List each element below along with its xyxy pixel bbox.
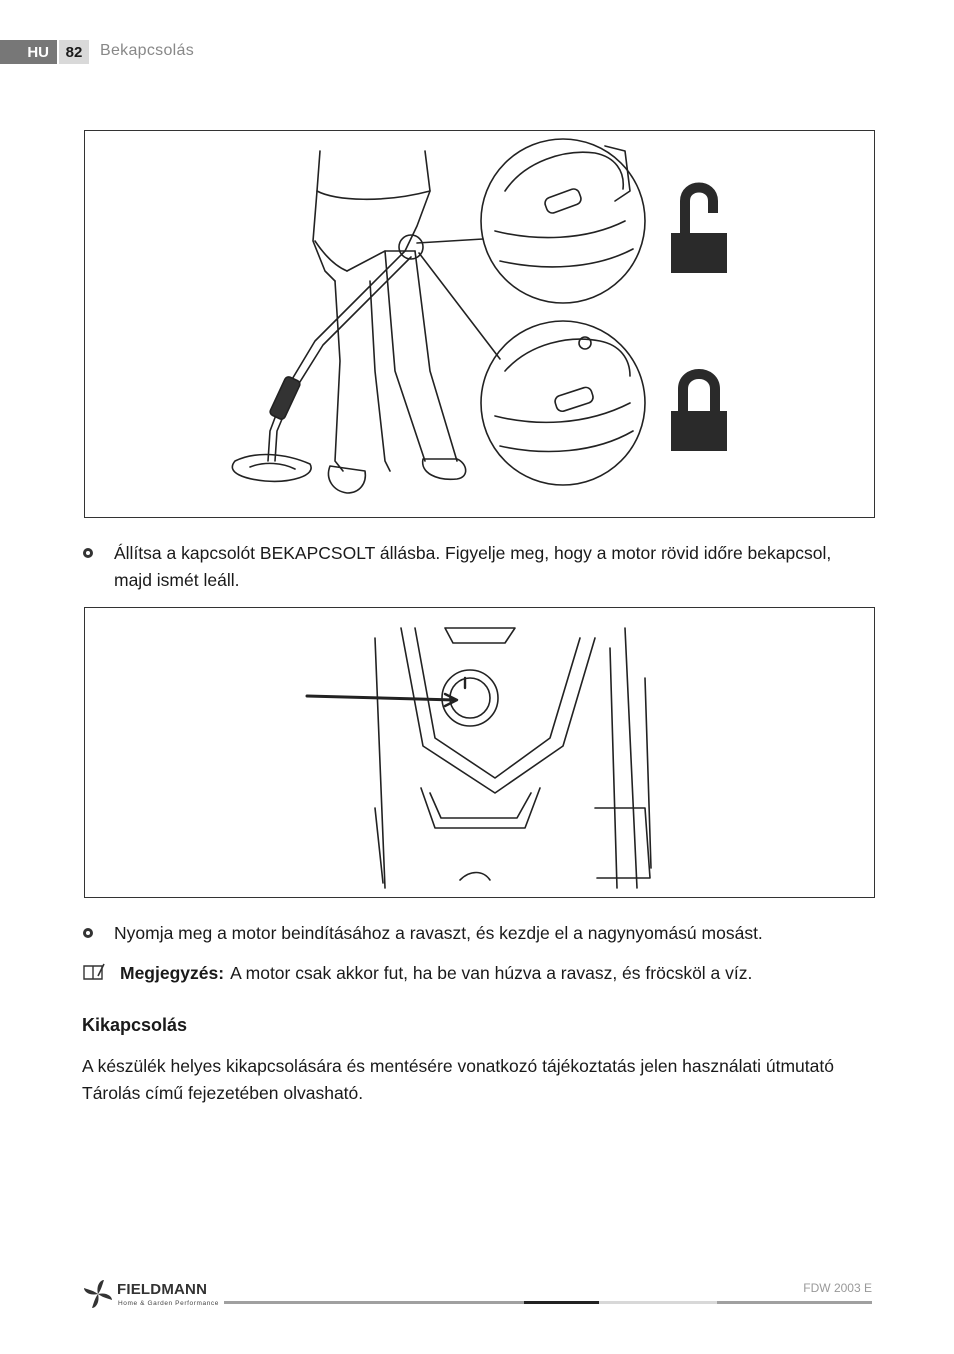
- instruction-text: Állítsa a kapcsolót BEKAPCSOLT állásba. Figyelje meg, hogy a motor rövid időre bekapcsol, majd ismét leáll.: [114, 543, 832, 590]
- section-heading-shutdown: Kikapcsolás: [82, 1015, 188, 1035]
- fieldmann-logo-icon: [82, 1278, 114, 1310]
- language-tab: [0, 40, 57, 64]
- power-switch-illustration: [85, 608, 874, 897]
- note-book-icon: [82, 962, 106, 982]
- instruction-bullet-2: [82, 920, 872, 947]
- page-number: 82: [59, 40, 89, 64]
- figure-trigger-lock: [84, 130, 875, 518]
- figure-power-switch: [84, 607, 875, 898]
- instruction-text: Nyomja meg a motor beindításához a ravaszt, és kezdje el a nagynyomású mosást.: [114, 923, 763, 943]
- brand-tagline: Home & Garden Performance: [118, 1300, 219, 1307]
- footer-divider: [524, 1301, 599, 1304]
- footer-divider: [599, 1301, 717, 1304]
- note-label: Megjegyzés:: [120, 963, 225, 983]
- trigger-lock-illustration: [85, 131, 874, 517]
- brand-logo: [82, 1278, 232, 1314]
- unlocked-padlock-icon: [671, 188, 727, 274]
- footer-divider: [717, 1301, 872, 1304]
- footer-divider: [224, 1301, 524, 1304]
- bullet-gear-icon: [82, 927, 94, 939]
- note: [82, 960, 872, 987]
- brand-name: FIELDMANN: [117, 1281, 208, 1298]
- instruction-bullet-1: [82, 540, 872, 594]
- shutdown-paragraph: A készülék helyes kikapcsolására és mentésére vonatkozó tájékoztatás jelen használati útmutató Tárolás című fejezetében olvasható.: [82, 1056, 834, 1103]
- section-title: Bekapcsolás: [100, 42, 195, 59]
- note-text: A motor csak akkor fut, ha be van húzva a ravasz, és fröcsköl a víz.: [230, 963, 753, 983]
- language-code: HU: [27, 43, 49, 61]
- locked-padlock-icon: [671, 374, 727, 451]
- model-number: FDW 2003 E: [803, 1281, 872, 1295]
- bullet-gear-icon: [82, 547, 94, 559]
